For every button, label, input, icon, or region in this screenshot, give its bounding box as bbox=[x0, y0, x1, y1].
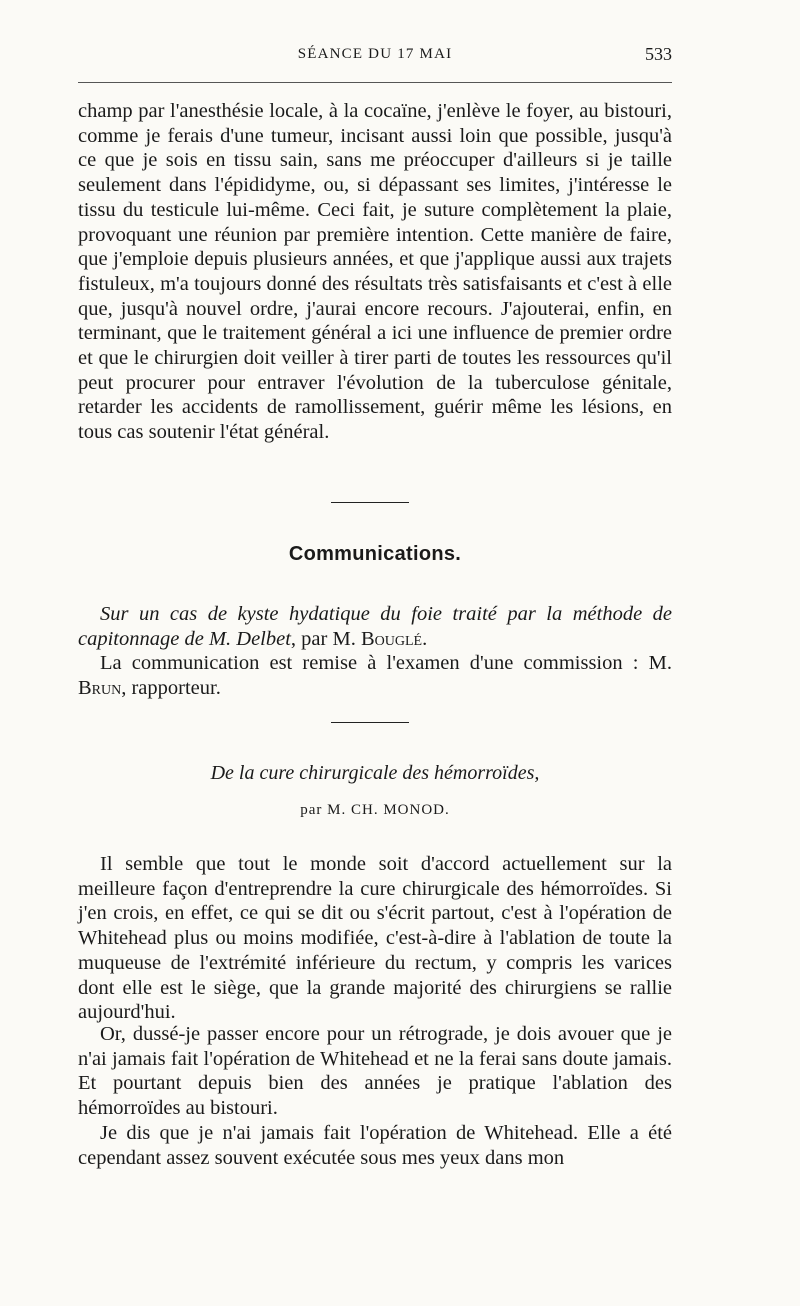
communication-author-prefix: , par M. bbox=[290, 627, 361, 650]
body-paragraph: champ par l'anesthésie locale, à la cocaïne, j'enlève le foyer, au bistouri, comme je ferais d'une tumeur, incisant aussi loin que possible, jusqu'à ce que je sois en tissu sain, sans me préoccuper d'ailleurs si je taille seulement dans l'épididyme, ou, si dépassant ses limites, j'intéresse le tissu du testicule lui-même. Ceci fait, je suture complètement la plaie, provoquant une réunion par première intention. Cette manière de faire, que j'emploie depuis plusieurs années, et que j'applique aussi aux trajets fistuleux, m'a toujours donné des résultats très satisfaisants et c'est à elle que, jusqu'à nouvel ordre, j'aurai encore recours. J'ajouterai, enfin, en terminant, que le traitement général a ici une influence de premier ordre et que le chirurgien doit veiller à tirer parti de toutes les ressources qu'il peut procurer pour entraver l'évolution de la tuberculose génitale, retarder les accidents de ramollissement, guérir même les lésions, en tous cas soutenir l'état général. bbox=[78, 100, 672, 444]
article-paragraph: Il semble que tout le monde soit d'accord actuellement sur la meilleure façon d'entreprendre la cure chirurgicale des hémorroïdes. Si j'en crois, en effet, ce qui se dit ou s'écrit partout, c'est à l'opération de Whitehead plus ou moins modifiée, c'est-à-dire à l'ablation de toute la muqueuse de l'extrémité inférieure du rectum, y compris les varices dont elle est le siège, que la grande majorité des chirurgiens se rallie aujourd'hui. bbox=[78, 853, 672, 1024]
article-author: par M. CH. MONOD. bbox=[300, 802, 450, 818]
communication-author: Bouglé bbox=[360, 627, 423, 650]
article-paragraph: Je dis que je n'ai jamais fait l'opération de Whitehead. Elle a été cependant assez souvent exécutée sous mes yeux dans mon bbox=[78, 1122, 672, 1169]
section-divider bbox=[331, 502, 409, 503]
communication-item bbox=[78, 602, 672, 651]
remit-suffix: , rapporteur. bbox=[121, 676, 221, 699]
running-title: SÉANCE DU 17 MAI bbox=[297, 46, 453, 62]
article-title: De la cure chirurgicale des hémorroïdes, bbox=[210, 762, 540, 784]
communication-author-suffix: . bbox=[422, 627, 428, 650]
header-rule bbox=[78, 82, 672, 83]
article-divider bbox=[331, 722, 409, 723]
communication-remit bbox=[78, 651, 672, 700]
section-heading: Communications. bbox=[288, 543, 462, 565]
article-paragraph: Or, dussé-je passer encore pour un rétrograde, je dois avouer que je n'ai jamais fait l'opération de Whitehead et ne la ferai sans doute jamais. Et pourtant depuis bien des années je pratique l'ablation des hémorroïdes au bistouri. bbox=[78, 1023, 672, 1120]
page-number: 533 bbox=[645, 44, 672, 64]
remit-text: La communication est remise à l'examen d'une commission : M. bbox=[100, 652, 672, 674]
remit-name: Brun bbox=[78, 676, 122, 699]
communication-title: Sur un cas de kyste hydatique du foie traité par la méthode de capitonnage de M. Delbet bbox=[78, 603, 672, 650]
running-head bbox=[78, 40, 672, 68]
